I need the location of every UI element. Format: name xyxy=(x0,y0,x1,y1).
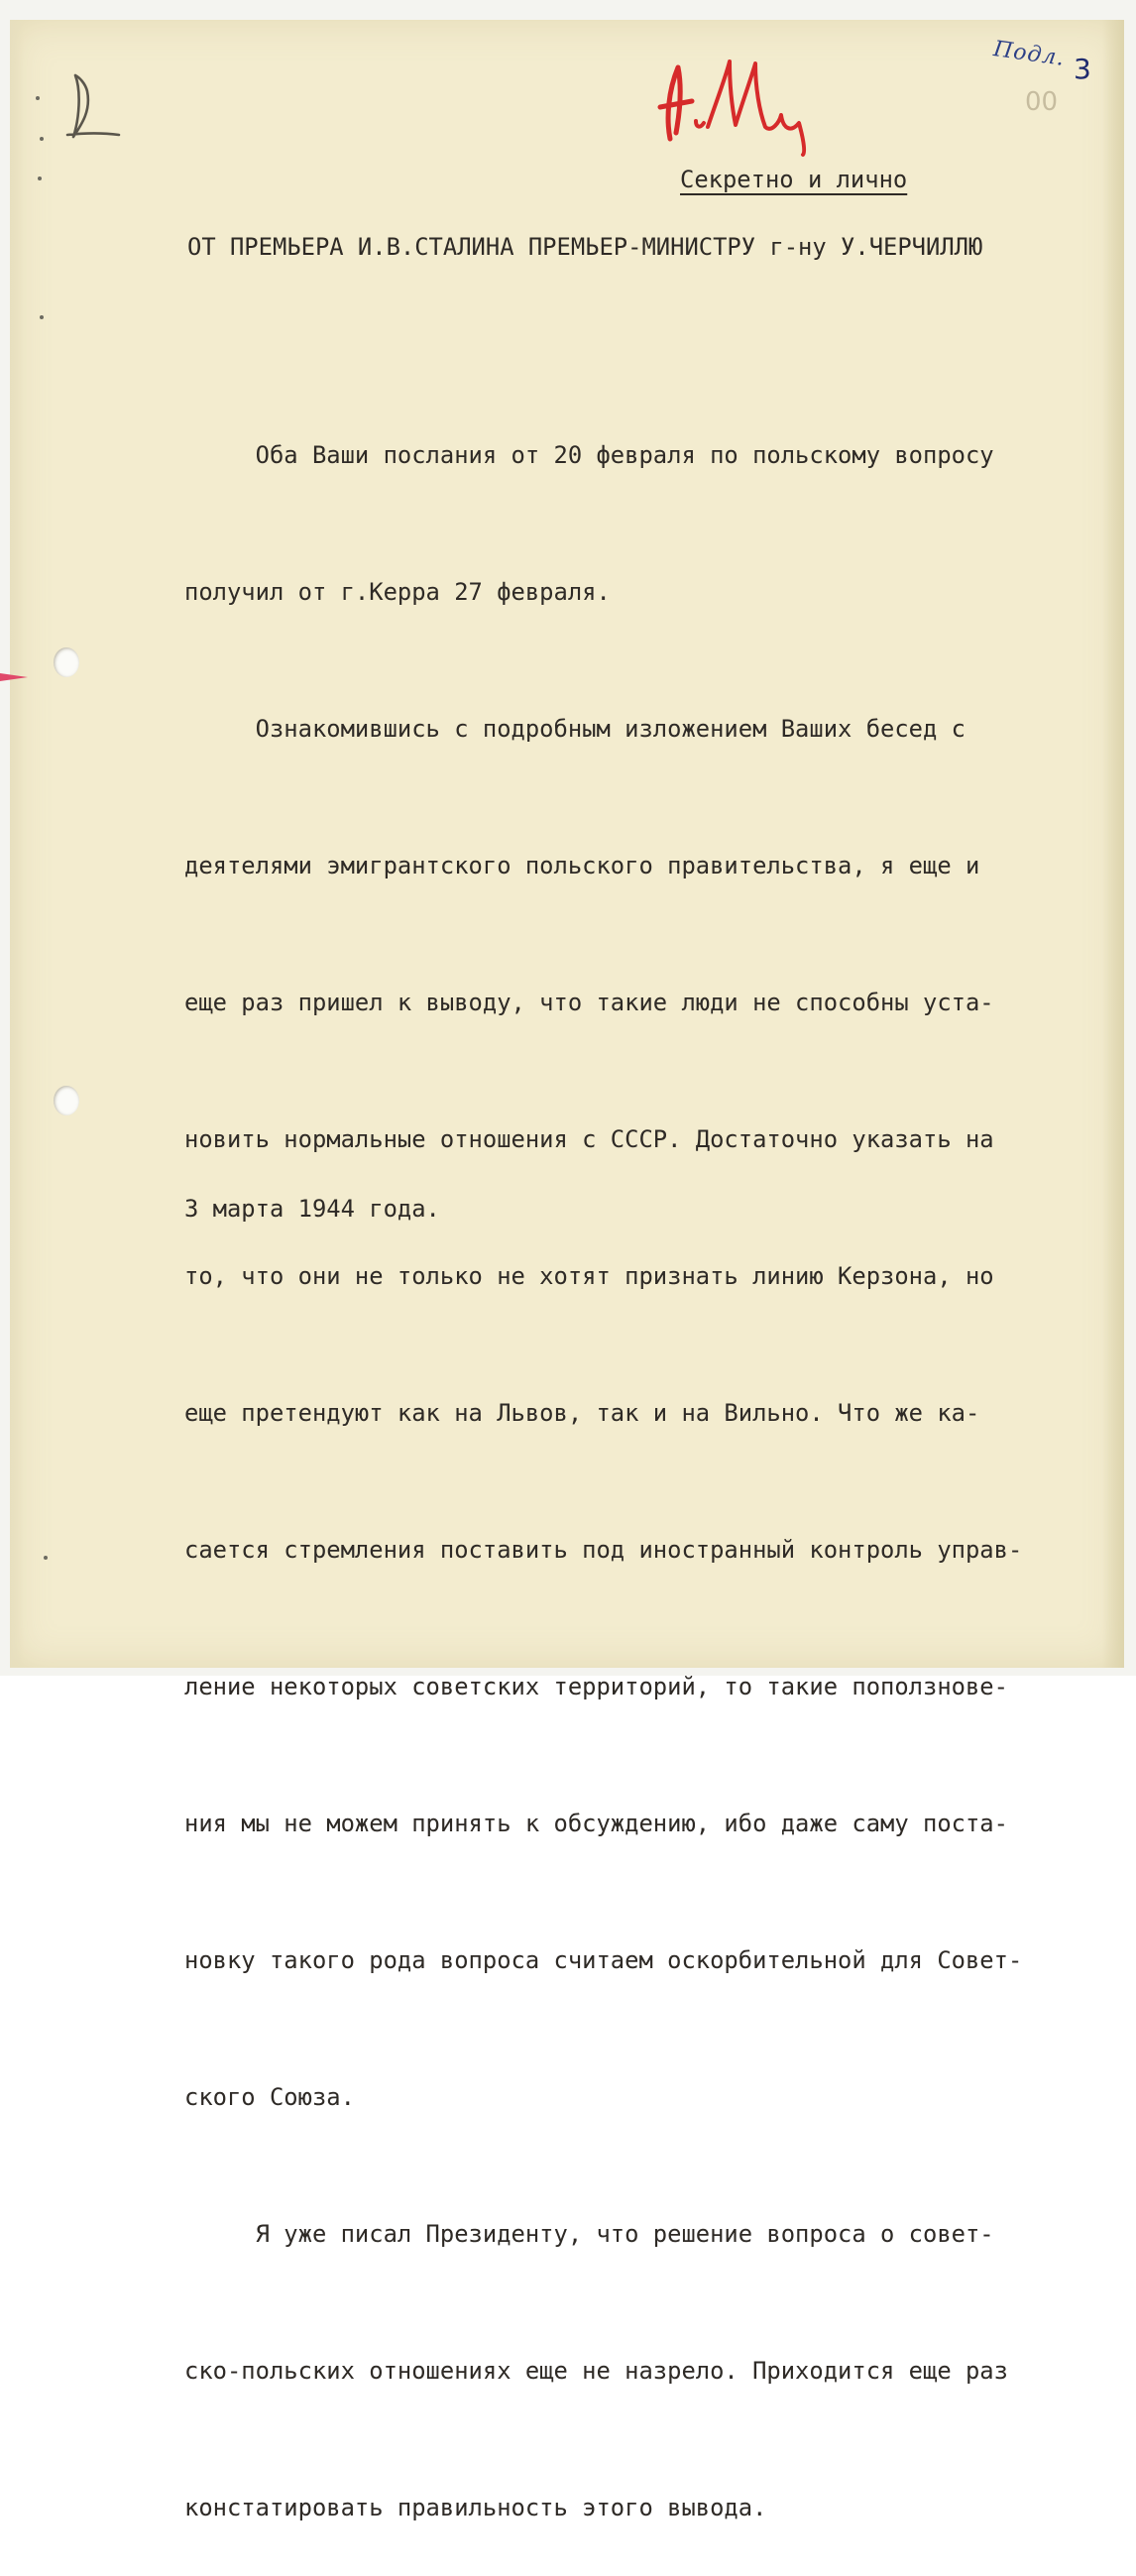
body-line: ского Союза. xyxy=(184,2083,355,2111)
body-line: еще претендуют как на Львов, так и на Вильно. Что же ка- xyxy=(184,1399,980,1427)
punch-hole xyxy=(54,1086,79,1115)
body-line: новить нормальные отношения с СССР. Достаточно указать на xyxy=(184,1125,994,1153)
body-line: Ознакомившись с подробным изложением Ваших бесед с xyxy=(184,715,966,743)
punch-hole xyxy=(54,647,79,677)
archive-mark: Подл. xyxy=(991,37,1067,71)
margin-dot xyxy=(36,96,40,100)
body-line: ление некоторых советских территорий, то такие поползнове- xyxy=(184,1673,1008,1700)
body-line: констатировать правильность этого вывода. xyxy=(184,2494,767,2521)
body-line: получил от г.Керра 27 февраля. xyxy=(184,578,611,606)
letter-body xyxy=(184,341,1022,2576)
faint-mark: 00 xyxy=(1025,87,1059,117)
body-line: деятелями эмигрантского польского правительства, я еще и xyxy=(184,852,980,879)
pencil-d-mark xyxy=(57,71,127,151)
body-line: Я уже писал Президенту, что решение вопроса о совет- xyxy=(184,2220,994,2248)
margin-dot xyxy=(44,1556,48,1560)
margin-dot xyxy=(38,176,42,180)
red-margin-tick xyxy=(0,673,28,681)
body-line: ния мы не можем принять к обсуждению, ибо даже саму поста- xyxy=(184,1810,1008,1837)
red-pencil-signature xyxy=(656,54,815,163)
classification-label: Секретно и лично xyxy=(680,166,908,193)
body-line: сается стремления поставить под иностранный контроль управ- xyxy=(184,1536,1023,1564)
body-line: еще раз пришел к выводу, что такие люди не способны уста- xyxy=(184,989,994,1016)
margin-dot xyxy=(40,315,44,319)
document-date: 3 марта 1944 года. xyxy=(184,1195,440,1223)
body-line: Оба Ваши послания от 20 февраля по польскому вопросу xyxy=(184,441,994,469)
document-heading: ОТ ПРЕМЬЕРА И.В.СТАЛИНА ПРЕМЬЕР-МИНИСТРУ г-ну У.ЧЕРЧИЛЛЮ xyxy=(187,233,983,261)
body-line: то, что они не только не хотят признать линию Керзона, но xyxy=(184,1262,994,1290)
body-line: новку такого рода вопроса считаем оскорбительной для Совет- xyxy=(184,1946,1023,1974)
page-number: 3 xyxy=(1074,53,1091,85)
body-line: ско-польских отношениях еще не назрело. Приходится еще раз xyxy=(184,2357,1008,2385)
margin-dot xyxy=(40,137,44,141)
